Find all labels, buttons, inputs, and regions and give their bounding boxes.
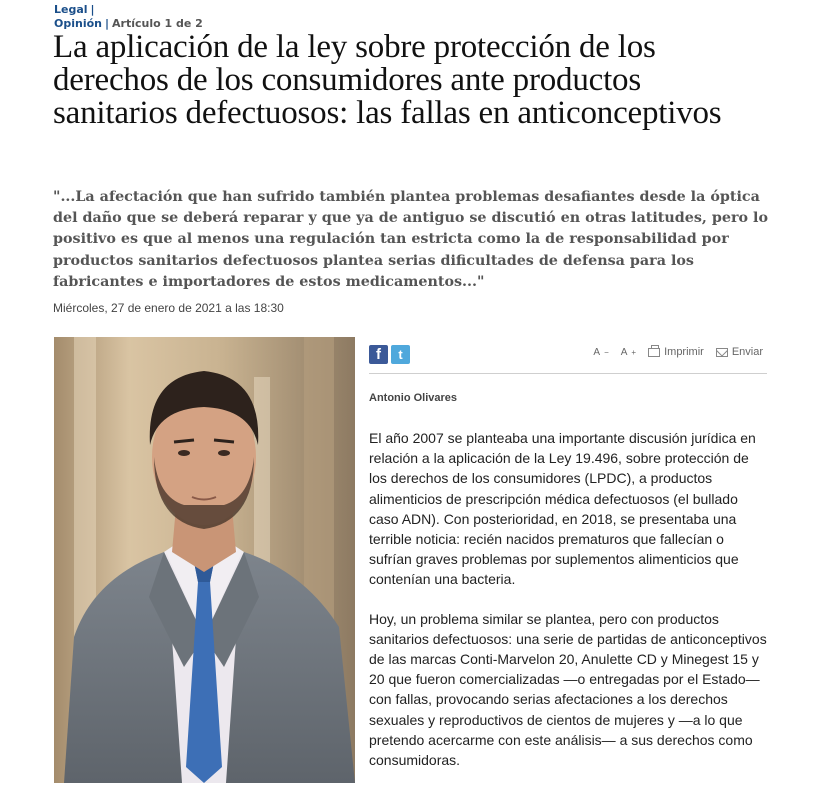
author-photo [54, 337, 355, 783]
twitter-icon[interactable]: t [391, 345, 410, 364]
breadcrumb-separator: | [105, 17, 110, 30]
breadcrumb-separator: | [90, 3, 95, 16]
breadcrumb-subsection-link[interactable]: Opinión [54, 17, 102, 30]
send-label: Enviar [731, 346, 763, 358]
printer-icon [648, 348, 660, 357]
breadcrumb [54, 3, 203, 31]
breadcrumb-section-link[interactable]: Legal [54, 3, 88, 16]
article-toolbar [369, 337, 767, 374]
envelope-icon [716, 348, 728, 357]
article-paragraph: Hoy, un problema similar se plantea, pero con productos sanitarios defectuosos: una serie de partidas de anticonceptivos de las marcas Conti-Marvelon 20, Anulette CD y Minegest 15 y 20 que fueron comercializadas —o entregadas por el Estado— con fallas, provocando serias afectaciones a los derechos sexuales y reproductivos de cientos de mujeres y —a lo que pretendo acercarme con este análisis— a sus derechos como consumidoras. [369, 610, 767, 769]
article-date: Miércoles, 27 de enero de 2021 a las 18:30 [53, 301, 284, 315]
plus-icon: + [631, 347, 637, 357]
print-label: Imprimir [664, 346, 704, 358]
font-decrease-label: A [593, 346, 601, 358]
send-button[interactable] [716, 346, 763, 358]
minus-icon: − [604, 347, 609, 357]
article-title: La aplicación de la ley sobre protección de los derechos de los consumidores ante productos sanitarios defectuosos: las fallas en anticonceptivos [53, 29, 722, 131]
article-author: Antonio Olivares [369, 392, 458, 404]
font-decrease-button[interactable] [593, 347, 608, 358]
facebook-icon[interactable]: f [369, 345, 388, 364]
article-body [369, 428, 769, 789]
article-summary: "...La afectación que han sufrido también plantea problemas desafiantes desde la óptica del daño que se deberá reparar y que ya de antiguo se discutió en otras latitudes, pero lo positivo es que al menos una regulación tan estricta como la de responsabilidad por productos sanitarios defectuosos plantea serias dificultades de defensa para los fabricantes e importadores de estos medicamentos..." [53, 189, 768, 290]
article-paragraph: El año 2007 se planteaba una importante discusión jurídica en relación a la aplicación de la Ley 19.496, sobre protección de los derechos de los consumidores (LPDC), a productos alimenticios de prescripción médica defectuosos (el bullado caso ADN). Con posterioridad, en 2018, se presentaba una terrible noticia: recién nacidos prematuros que fallecían o sufrían graves problemas por suplementos alimenticios que contenían una bacteria. [369, 430, 756, 588]
share-buttons [369, 345, 410, 364]
article-tools [593, 346, 763, 358]
article-position: Artículo 1 de 2 [112, 17, 203, 30]
font-increase-button[interactable] [621, 347, 636, 358]
print-button[interactable] [648, 346, 704, 358]
font-increase-label: A [620, 346, 628, 358]
